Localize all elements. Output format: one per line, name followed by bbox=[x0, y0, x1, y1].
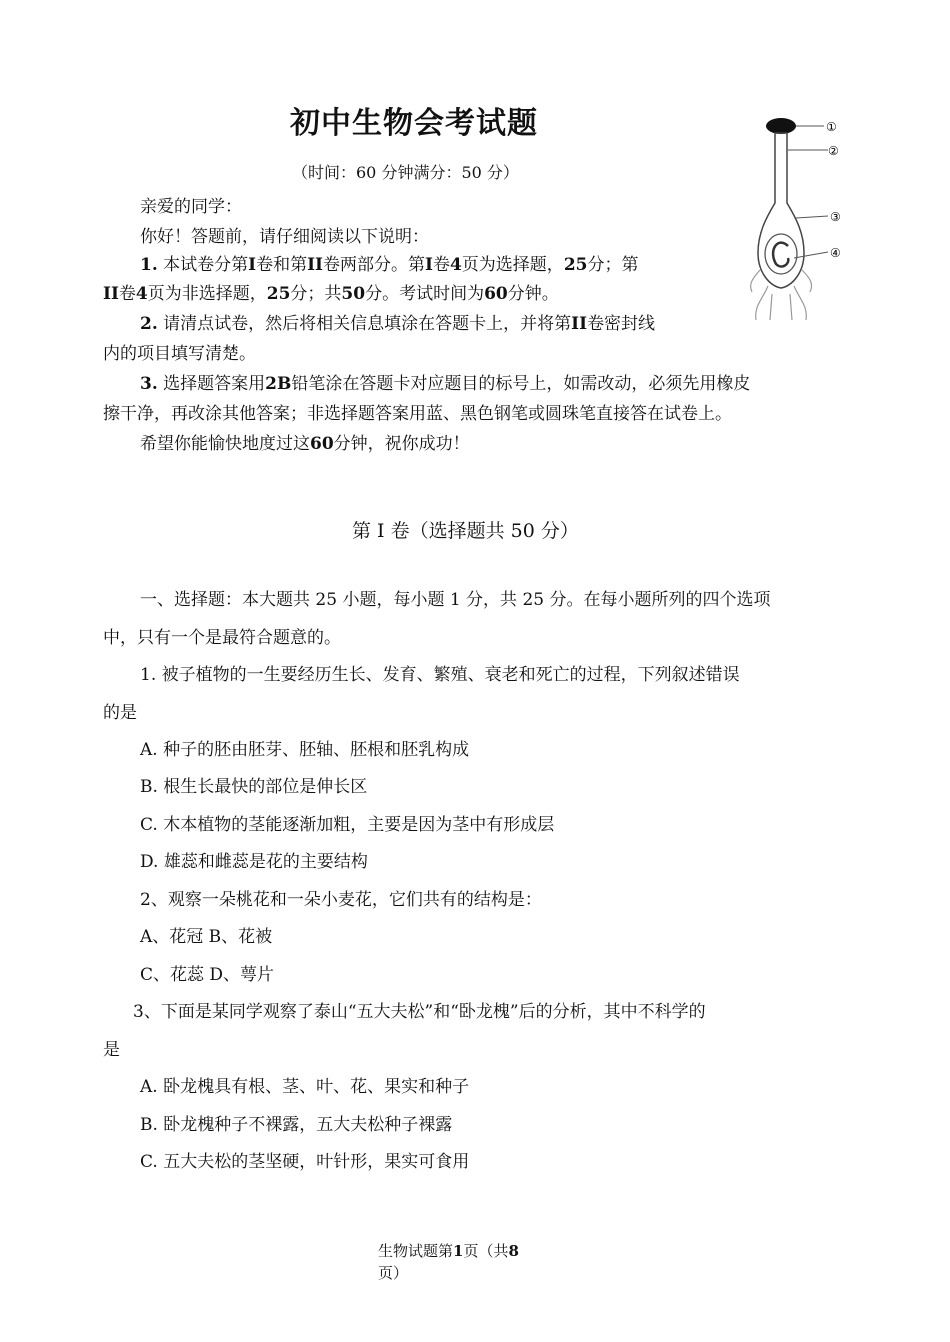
exam-title: 初中生物会考试题 bbox=[290, 106, 538, 141]
instruction-1-line-2 bbox=[103, 279, 559, 304]
text: II bbox=[307, 255, 324, 275]
text: 卷密封线 bbox=[587, 314, 656, 334]
section-title: 第 I 卷（选择题共 50 分） bbox=[352, 520, 579, 542]
instruction-3-line-1 bbox=[140, 369, 750, 394]
question-1-option-d: D. 雄蕊和雌蕊是花的主要结构 bbox=[140, 852, 368, 872]
pointer-line-3 bbox=[796, 216, 828, 218]
text: 铅笔涂在答题卡对应题目的标号上，如需改动，必须先用橡皮 bbox=[291, 374, 751, 394]
text: 选择题答案用 bbox=[163, 374, 266, 394]
text: I bbox=[248, 255, 257, 275]
text: 25 bbox=[266, 284, 291, 304]
text: 4 bbox=[135, 284, 148, 304]
exam-subtitle: （时间：60 分钟满分：50 分） bbox=[292, 163, 519, 182]
text: 分。考试时间为 bbox=[365, 284, 485, 304]
label-4: ④ bbox=[830, 246, 841, 260]
text: 页为选择题， bbox=[461, 255, 564, 275]
stigma-shape bbox=[766, 118, 796, 134]
text: 本试卷分第 bbox=[163, 255, 249, 275]
text: 页） bbox=[378, 1264, 409, 1282]
text: 分；第 bbox=[587, 255, 639, 275]
wish-line bbox=[140, 429, 470, 454]
page-footer bbox=[378, 1240, 519, 1284]
instruction-1-number: 1. bbox=[140, 255, 158, 275]
greeting: 亲爱的同学： bbox=[140, 197, 242, 217]
question-2-stem: 2、观察一朵桃花和一朵小麦花，它们共有的结构是： bbox=[140, 890, 542, 910]
hello-line: 你好！答题前，请仔细阅读以下说明： bbox=[140, 227, 429, 247]
text: 分钟。 bbox=[507, 284, 559, 304]
instruction-2-line-1 bbox=[140, 309, 655, 334]
question-1-option-b: B. 根生长最快的部位是伸长区 bbox=[140, 777, 368, 797]
text: 页为非选择题， bbox=[147, 284, 267, 304]
ovule-outer bbox=[765, 234, 797, 274]
label-2: ② bbox=[828, 144, 839, 158]
text: II bbox=[571, 314, 588, 334]
receptacle-lines bbox=[751, 270, 812, 320]
text: 页（共 bbox=[463, 1242, 509, 1260]
question-1-option-c: C. 木本植物的茎能逐渐加粗，主要是因为茎中有形成层 bbox=[140, 815, 555, 835]
text: 25 bbox=[563, 255, 588, 275]
question-2-options-cd: C、花蕊 D、萼片 bbox=[140, 965, 275, 985]
instruction-1-line-1 bbox=[140, 250, 638, 275]
text: 1 bbox=[453, 1242, 464, 1260]
text: 希望你能愉快地度过这 bbox=[140, 434, 310, 454]
label-3: ③ bbox=[830, 210, 841, 224]
section-instruction-line-2: 中，只有一个是最符合题意的。 bbox=[103, 628, 341, 648]
text: 2B bbox=[265, 374, 292, 394]
question-1-stem-line-2: 的是 bbox=[103, 703, 137, 723]
text: 生物试题第 bbox=[378, 1242, 454, 1260]
text: 请清点试卷，然后将相关信息填涂在答题卡上，并将第 bbox=[163, 314, 572, 334]
text: 60 bbox=[310, 434, 334, 454]
question-3-option-b: B. 卧龙槐种子不裸露，五大夫松种子裸露 bbox=[140, 1115, 453, 1135]
text: I bbox=[425, 255, 433, 275]
text: 8 bbox=[508, 1242, 519, 1260]
text: 分；共 bbox=[290, 284, 342, 304]
question-3-stem-line-2: 是 bbox=[103, 1040, 120, 1060]
question-3-option-a: A. 卧龙槐具有根、茎、叶、花、果实和种子 bbox=[140, 1077, 470, 1097]
label-1: ① bbox=[826, 120, 837, 134]
question-3-option-c: C. 五大夫松的茎坚硬，叶针形，果实可食用 bbox=[140, 1152, 470, 1172]
text: 卷 bbox=[118, 284, 136, 304]
text: 卷 bbox=[432, 255, 450, 275]
text: 60 bbox=[484, 284, 508, 304]
question-1-option-a: A. 种子的胚由胚芽、胚轴、胚根和胚乳构成 bbox=[140, 740, 470, 760]
instruction-3-line-2: 擦干净，再改涂其他答案；非选择题答案用蓝、黑色钢笔或圆珠笔直接答在试卷上。 bbox=[103, 404, 732, 424]
pointer-line-4 bbox=[794, 252, 828, 258]
text: 卷两部分。第 bbox=[323, 255, 426, 275]
question-2-options-ab: A、花冠 B、花被 bbox=[140, 927, 273, 947]
instruction-3-number: 3. bbox=[140, 374, 158, 394]
style-ovary-outline bbox=[758, 133, 804, 288]
text: II bbox=[103, 284, 119, 304]
text: 4 bbox=[449, 255, 462, 275]
text: 卷和第 bbox=[256, 255, 308, 275]
section-instruction-line-1: 一、选择题：本大题共 25 小题，每小题 1 分，共 25 分。在每小题所列的四个选项 bbox=[140, 590, 771, 610]
question-3-stem-line-1: 3、下面是某同学观察了泰山“五大夫松”和“卧龙槐”后的分析，其中不科学的 bbox=[133, 1002, 706, 1022]
question-1-stem-line-1: 1. 被子植物的一生要经历生长、发育、繁殖、衰老和死亡的过程，下列叙述错误 bbox=[140, 665, 740, 685]
text: 分钟，祝你成功！ bbox=[333, 434, 470, 454]
pistil-diagram bbox=[748, 108, 860, 330]
ovule-inner bbox=[773, 243, 788, 267]
instruction-2-number: 2. bbox=[140, 314, 158, 334]
instruction-2-line-2: 内的项目填写清楚。 bbox=[103, 344, 256, 364]
text: 50 bbox=[341, 284, 366, 304]
